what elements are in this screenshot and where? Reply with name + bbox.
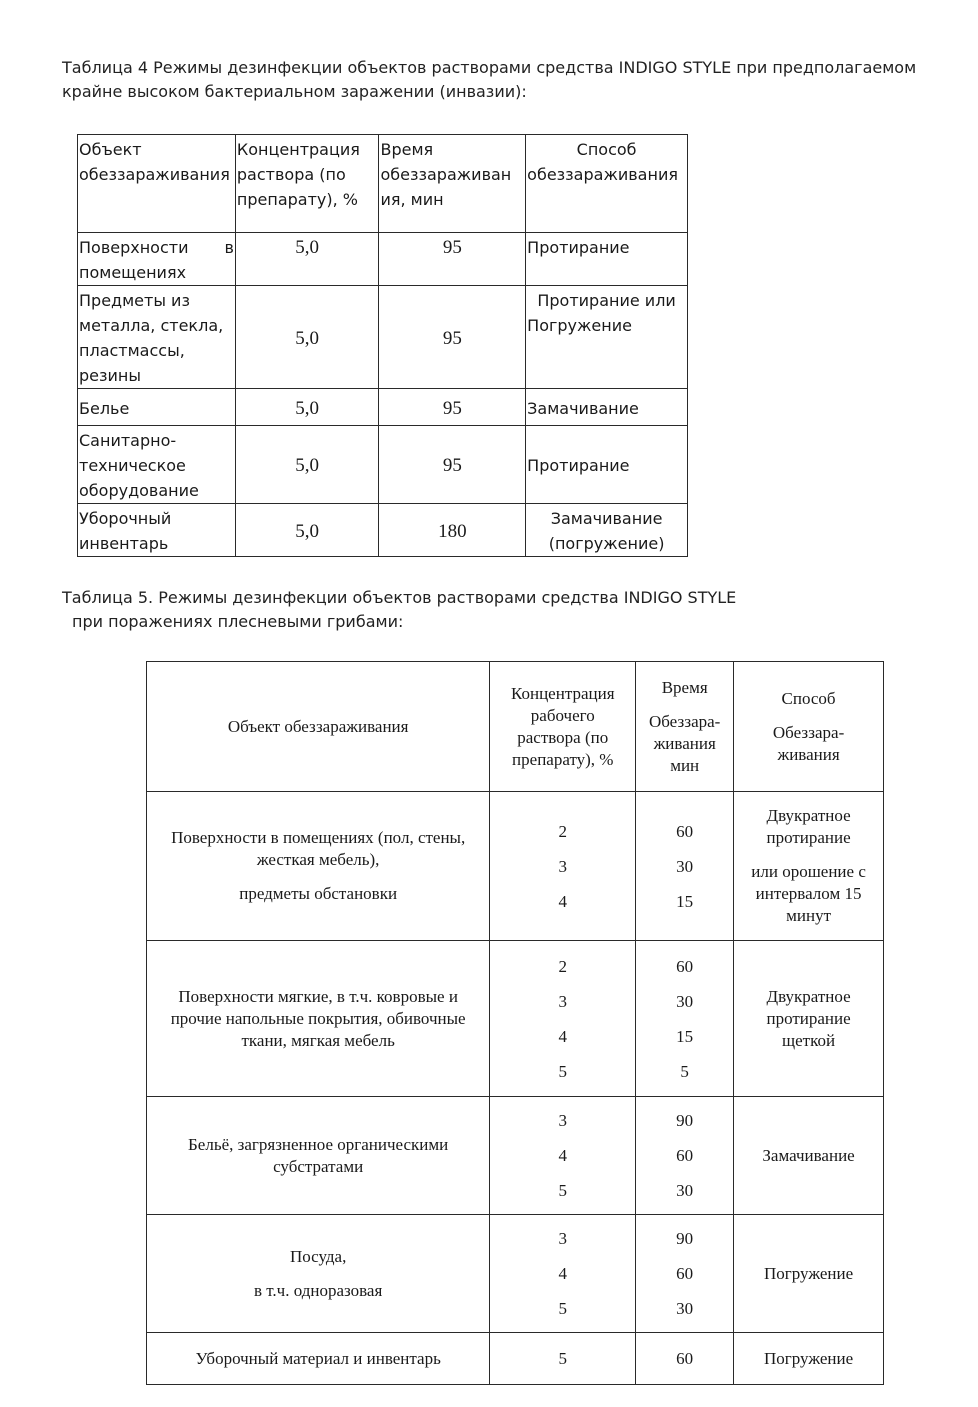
table5-caption-line1: Таблица 5. Режимы дезинфекции объектов растворами средства INDIGO STYLE: [62, 588, 737, 607]
table5-cell-method: Двукратное протирание или орошение с интервалом 15 минут: [734, 792, 884, 941]
table5-cell-time: 60: [636, 1333, 734, 1385]
table5-cell-object: Поверхности в помещениях (пол, стены, жесткая мебель), предметы обстановки: [147, 792, 490, 941]
table5-cell-concentration: 3 4 5: [490, 1097, 636, 1215]
table-row: [78, 426, 688, 504]
table4-cell-concentration: 5,0: [235, 286, 379, 389]
table5-header-method: Способ Обеззара- живания: [734, 662, 884, 792]
table5-cell-method: Погружение: [734, 1215, 884, 1333]
table4-header-method: Способ обеззараживания: [526, 135, 688, 233]
table-row: [78, 286, 688, 389]
table-row: [78, 504, 688, 557]
table4-cell-object: Поверхности в помещениях: [78, 233, 236, 286]
table-row: [78, 233, 688, 286]
table4-cell-object: Белье: [78, 389, 236, 426]
table4-cell-method: Замачивание: [526, 389, 688, 426]
table-row: [147, 1215, 884, 1333]
table-row: [147, 792, 884, 941]
table4-cell-time: 95: [379, 389, 526, 426]
table4-cell-time: 95: [379, 286, 526, 389]
table5-cell-method: Двукратное протирание щеткой: [734, 941, 884, 1097]
table5-cell-time: 90 60 30: [636, 1097, 734, 1215]
table5-cell-method: Замачивание: [734, 1097, 884, 1215]
table5-cell-method: Погружение: [734, 1333, 884, 1385]
table5-cell-time: 60 30 15: [636, 792, 734, 941]
table5-caption-line2: при поражениях плесневыми грибами:: [72, 612, 404, 631]
table4-cell-object: Санитарно- техническое оборудование: [78, 426, 236, 504]
table4-cell-method: Протирание: [526, 426, 688, 504]
table-row: [147, 941, 884, 1097]
table5-cell-concentration: 3 4 5: [490, 1215, 636, 1333]
table4-header-concentration: Концентрация раствора (по препарату), %: [235, 135, 379, 233]
table4-cell-object: Предметы из металла, стекла, пластмассы, резины: [78, 286, 236, 389]
table5-header-row: [147, 662, 884, 792]
table4-cell-concentration: 5,0: [235, 504, 379, 557]
table4-header-time: Время обеззараживан ия, мин: [379, 135, 526, 233]
table-row: [147, 1333, 884, 1385]
table4-cell-concentration: 5,0: [235, 233, 379, 286]
table4-cell-time: 95: [379, 426, 526, 504]
table5-cell-time: 60 30 15 5: [636, 941, 734, 1097]
table5: [146, 661, 884, 1385]
table4-header-row: [78, 135, 688, 233]
table5-cell-concentration: 2 3 4 5: [490, 941, 636, 1097]
table5-header-concentration: Концентрация рабочего раствора (по препарату), %: [490, 662, 636, 792]
table5-cell-object: Поверхности мягкие, в т.ч. ковровые и прочие напольные покрытия, обивочные ткани, мягкая мебель: [147, 941, 490, 1097]
table5-caption: [62, 586, 736, 634]
table4-header-object: Объект обеззараживания: [78, 135, 236, 233]
table5-cell-concentration: 5: [490, 1333, 636, 1385]
table-row: [147, 1097, 884, 1215]
table4-cell-method: Замачивание (погружение): [526, 504, 688, 557]
table5-cell-object: Бельё, загрязненное органическими субстратами: [147, 1097, 490, 1215]
table4-cell-time: 95: [379, 233, 526, 286]
table4-caption-line1: Таблица 4 Режимы дезинфекции объектов растворами средства INDIGO STYLE при предполагаемом: [62, 58, 917, 77]
table5-header-object: Объект обеззараживания: [147, 662, 490, 792]
table4-cell-concentration: 5,0: [235, 389, 379, 426]
table5-header-time: Время Обеззара- живания мин: [636, 662, 734, 792]
table4-cell-time: 180: [379, 504, 526, 557]
table5-cell-concentration: 2 3 4: [490, 792, 636, 941]
table4-cell-object: Уборочный инвентарь: [78, 504, 236, 557]
table4-caption-line2: крайне высоком бактериальном заражении (инвазии):: [62, 82, 527, 101]
table5-cell-object: Уборочный материал и инвентарь: [147, 1333, 490, 1385]
table-row: [78, 389, 688, 426]
table4-cell-method: Протирание: [526, 233, 688, 286]
table4: [77, 134, 688, 557]
table5-cell-object: Посуда, в т.ч. одноразовая: [147, 1215, 490, 1333]
table5-cell-time: 90 60 30: [636, 1215, 734, 1333]
table4-cell-concentration: 5,0: [235, 426, 379, 504]
table4-cell-method: Протирание или Погружение: [526, 286, 688, 389]
table4-caption: [62, 56, 916, 104]
